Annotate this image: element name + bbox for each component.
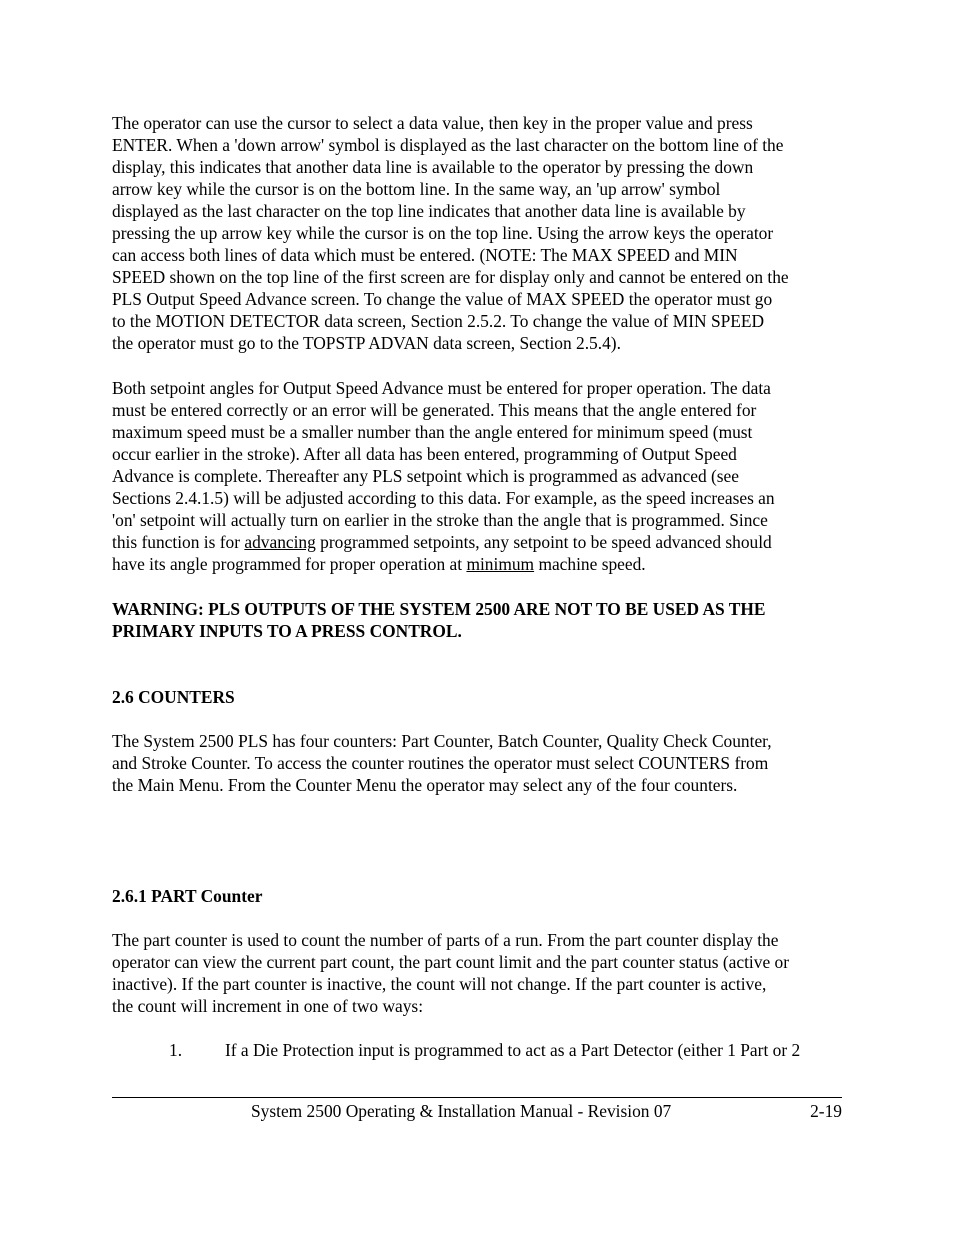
text-line: PLS Output Speed Advance screen. To change the value of MAX SPEED the operator must go: [112, 289, 773, 309]
text-line: SPEED shown on the top line of the first screen are for display only and cannot be entered on the: [112, 267, 789, 287]
paragraph-cursor-entry: [112, 112, 842, 354]
underlined-term-advancing: advancing: [244, 532, 316, 552]
text-line: The operator can use the cursor to select a data value, then key in the proper value and press: [112, 113, 753, 133]
text-line: can access both lines of data which must be entered. (NOTE: The MAX SPEED and MIN: [112, 245, 738, 265]
text-line: display, this indicates that another data line is available to the operator by pressing the down: [112, 157, 754, 177]
list-item-number: 1.: [169, 1040, 183, 1060]
text-line: WARNING: PLS OUTPUTS OF THE SYSTEM 2500 ARE NOT TO BE USED AS THE: [112, 599, 766, 619]
warning-notice: [112, 598, 842, 642]
section-heading-part-counter: 2.6.1 PART Counter: [112, 886, 263, 906]
text-run: have its angle programmed for proper operation at: [112, 554, 467, 574]
paragraph-counters-intro: [112, 730, 842, 796]
footer-manual-title: System 2500 Operating & Installation Manual - Revision 07: [251, 1101, 672, 1121]
text-run: this function is for: [112, 532, 245, 552]
text-line: The System 2500 PLS has four counters: Part Counter, Batch Counter, Quality Check Counter,: [112, 731, 772, 751]
manual-page: [112, 0, 842, 1235]
text-line: the count will increment in one of two ways:: [112, 996, 424, 1016]
paragraph-part-counter: [112, 929, 842, 1017]
footer-divider: [112, 1097, 842, 1098]
paragraph-speed-advance: [112, 377, 842, 575]
text-line: inactive). If the part counter is inactive, the count will not change. If the part counter is active,: [112, 974, 767, 994]
text-line: and Stroke Counter. To access the counter routines the operator must select COUNTERS from: [112, 753, 769, 773]
text-line: Both setpoint angles for Output Speed Advance must be entered for proper operation. The data: [112, 378, 771, 398]
text-line: Advance is complete. Thereafter any PLS setpoint which is programmed as advanced (see: [112, 466, 739, 486]
text-line: ENTER. When a 'down arrow' symbol is displayed as the last character on the bottom line of the: [112, 135, 784, 155]
text-run: programmed setpoints, any setpoint to be speed advanced should: [315, 532, 772, 552]
text-line: The part counter is used to count the number of parts of a run. From the part counter display the: [112, 930, 779, 950]
text-line: Sections 2.4.1.5) will be adjusted according to this data. For example, as the speed increases an: [112, 488, 775, 508]
text-line: maximum speed must be a smaller number than the angle entered for minimum speed (must: [112, 422, 753, 442]
text-line: arrow key while the cursor is on the bottom line. In the same way, an 'up arrow' symbol: [112, 179, 721, 199]
underlined-term-minimum: minimum: [466, 554, 535, 574]
text-line: [112, 531, 842, 553]
text-line: to the MOTION DETECTOR data screen, Section 2.5.2. To change the value of MIN SPEED: [112, 311, 765, 331]
text-run: machine speed.: [534, 554, 646, 574]
list-item-text: If a Die Protection input is programmed to act as a Part Detector (either 1 Part or 2: [225, 1040, 801, 1060]
text-line: operator can view the current part count, the part count limit and the part counter status (active or: [112, 952, 790, 972]
text-line: PRIMARY INPUTS TO A PRESS CONTROL.: [112, 621, 462, 641]
text-line: must be entered correctly or an error will be generated. This means that the angle entered for: [112, 400, 757, 420]
text-line: displayed as the last character on the top line indicates that another data line is available by: [112, 201, 746, 221]
text-line: pressing the up arrow key while the cursor is on the top line. Using the arrow keys the operator: [112, 223, 774, 243]
text-line: the operator must go to the TOPSTP ADVAN data screen, Section 2.5.4).: [112, 333, 621, 353]
footer-page-number: 2-19: [810, 1101, 842, 1121]
text-line: occur earlier in the stroke). After all data has been entered, programming of Output Speed: [112, 444, 737, 464]
text-line: [112, 553, 842, 575]
text-line: the Main Menu. From the Counter Menu the operator may select any of the four counters.: [112, 775, 738, 795]
section-heading-counters: 2.6 COUNTERS: [112, 687, 235, 707]
text-line: 'on' setpoint will actually turn on earlier in the stroke than the angle that is programmed. Since: [112, 510, 768, 530]
